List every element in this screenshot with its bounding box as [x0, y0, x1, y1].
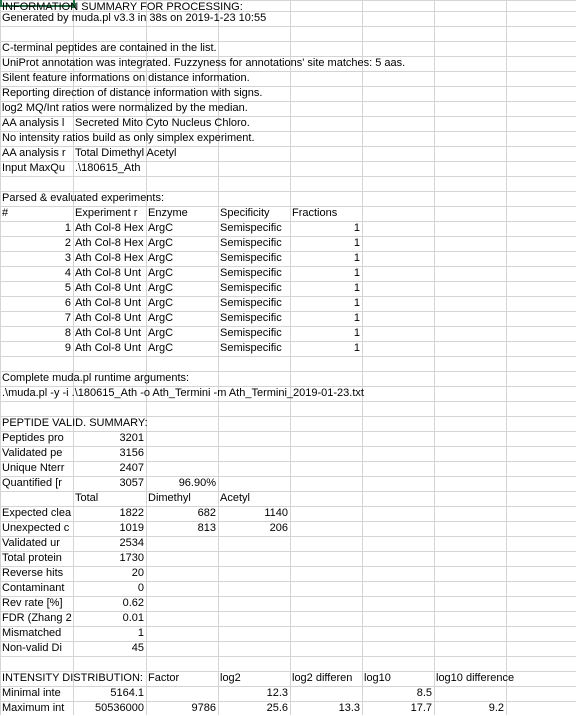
note-log2[interactable]: log2 MQ/Int ratios were normalized by the median. [2, 102, 248, 114]
summary-title[interactable]: INFORMATION SUMMARY FOR PROCESSING: [2, 1, 243, 13]
intensity-log10[interactable]: 8.5 [416, 687, 432, 699]
experiment-enzyme[interactable]: ArgC [148, 252, 174, 264]
quantified-percent[interactable]: 96.90% [178, 477, 216, 489]
aa-analysis-label-1[interactable]: AA analysis l [2, 117, 65, 129]
experiment-enzyme[interactable]: ArgC [148, 222, 174, 234]
experiment-name[interactable]: Ath Col-8 Unt [75, 342, 142, 354]
runtime-title[interactable]: Complete muda.pl runtime arguments: [2, 372, 190, 384]
experiment-enzyme[interactable]: ArgC [148, 342, 174, 354]
experiment-enzyme[interactable]: ArgC [148, 312, 174, 324]
note-uniprot[interactable]: UniProt annotation was integrated. Fuzzyness for annotations' site matches: 5 aas. [2, 57, 406, 69]
peptide-tail-value[interactable]: 2534 [119, 537, 144, 549]
intensity-header-2[interactable]: log2 differen [292, 672, 353, 684]
experiment-index[interactable]: 6 [64, 297, 71, 309]
peptide-summary-label[interactable]: Unique Nterr [2, 462, 65, 474]
experiment-name[interactable]: Ath Col-8 Unt [75, 297, 142, 309]
peptide-summary-value[interactable]: 3057 [119, 477, 144, 489]
experiment-name[interactable]: Ath Col-8 Unt [75, 327, 142, 339]
note-cterm[interactable]: C-terminal peptides are contained in the list. [2, 42, 217, 54]
experiment-enzyme[interactable]: ArgC [148, 282, 174, 294]
peptide-summary-value[interactable]: 2407 [119, 462, 144, 474]
experiment-fractions[interactable]: 1 [353, 237, 360, 249]
peptide-summary-label[interactable]: Validated pe [2, 447, 63, 459]
peptide-split-total[interactable]: 1822 [119, 507, 144, 519]
experiment-index[interactable]: 9 [64, 342, 71, 354]
intensity-value[interactable]: 5164.1 [110, 687, 144, 699]
intensity-header-3[interactable]: log10 [364, 672, 391, 684]
peptide-split-dimethyl[interactable]: 813 [197, 522, 216, 534]
peptide-split-dimethyl[interactable]: 682 [197, 507, 216, 519]
generated-info[interactable]: Generated by muda.pl v3.3 in 38s on 2019-1-23 10:55 [2, 12, 267, 24]
aa-analysis-label-2[interactable]: AA analysis r [2, 147, 66, 159]
experiment-specificity[interactable]: Semispecific [220, 222, 282, 234]
peptide-tail-label[interactable]: Rev rate [%] [2, 597, 63, 609]
intensity-log10[interactable]: 17.7 [410, 702, 432, 714]
experiment-specificity[interactable]: Semispecific [220, 312, 282, 324]
intensity-value[interactable]: 50536000 [95, 702, 144, 714]
experiment-index[interactable]: 3 [64, 252, 71, 264]
experiment-name[interactable]: Ath Col-8 Hex [75, 222, 144, 234]
experiment-index[interactable]: 4 [64, 267, 71, 279]
peptide-tail-value[interactable]: 0.62 [122, 597, 144, 609]
experiment-specificity[interactable]: Semispecific [220, 297, 282, 309]
intensity-log2diff[interactable]: 13.3 [338, 702, 360, 714]
intensity-header-1[interactable]: log2 [220, 672, 241, 684]
peptide-summary-value[interactable]: 3156 [119, 447, 144, 459]
experiments-header-4[interactable]: Fractions [292, 207, 338, 219]
peptide-col-header-0[interactable]: Total [75, 492, 99, 504]
experiment-enzyme[interactable]: ArgC [148, 237, 174, 249]
experiment-name[interactable]: Ath Col-8 Unt [75, 267, 142, 279]
experiment-name[interactable]: Ath Col-8 Hex [75, 252, 144, 264]
peptide-tail-label[interactable]: Contaminant [2, 582, 65, 594]
experiments-header-2[interactable]: Enzyme [148, 207, 188, 219]
experiment-fractions[interactable]: 1 [353, 267, 360, 279]
intensity-factor[interactable]: 9786 [191, 702, 216, 714]
experiments-title[interactable]: Parsed & evaluated experiments: [2, 192, 165, 204]
aa-analysis-value-1[interactable]: Secreted Mito Cyto Nucleus Chloro. [75, 117, 250, 129]
intensity-label[interactable]: Maximum int [2, 702, 65, 714]
peptide-split-total[interactable]: 1019 [119, 522, 144, 534]
intensity-log10diff[interactable] [434, 686, 506, 701]
experiment-fractions[interactable]: 1 [353, 327, 360, 339]
peptide-summary-label[interactable]: Peptides pro [2, 432, 64, 444]
experiment-specificity[interactable]: Semispecific [220, 252, 282, 264]
experiment-name[interactable]: Ath Col-8 Unt [75, 282, 142, 294]
peptide-tail-value[interactable]: 45 [131, 642, 144, 654]
experiment-enzyme[interactable]: ArgC [148, 267, 174, 279]
intensity-title[interactable]: INTENSITY DISTRIBUTION: [2, 672, 143, 684]
experiment-name[interactable]: Ath Col-8 Unt [75, 312, 142, 324]
experiment-specificity[interactable]: Semispecific [220, 282, 282, 294]
experiment-specificity[interactable]: Semispecific [220, 267, 282, 279]
experiment-enzyme[interactable]: ArgC [148, 297, 174, 309]
experiment-fractions[interactable]: 1 [353, 222, 360, 234]
peptide-tail-value[interactable]: 0.01 [122, 612, 144, 624]
intensity-factor[interactable] [146, 686, 218, 701]
runtime-command[interactable]: .\muda.pl -y -i .\180615_Ath -o Ath_Termini -m Ath_Termini_2019-01-23.txt [2, 387, 364, 399]
input-label[interactable]: Input MaxQu [2, 162, 65, 174]
intensity-log10diff[interactable]: 9.2 [488, 702, 504, 714]
intensity-ratio-note[interactable]: No intensity ratios build as only simplex experiment. [2, 132, 255, 144]
input-value[interactable]: .\180615_Ath [75, 162, 141, 174]
experiment-fractions[interactable]: 1 [353, 342, 360, 354]
peptide-tail-value[interactable]: 0 [137, 582, 144, 594]
intensity-log2[interactable]: 25.6 [266, 702, 288, 714]
peptide-split-acetyl[interactable]: 1140 [264, 507, 288, 519]
peptide-split-label[interactable]: Expected clea [2, 507, 72, 519]
peptide-col-header-1[interactable]: Dimethyl [148, 492, 191, 504]
experiment-fractions[interactable]: 1 [353, 282, 360, 294]
peptide-tail-label[interactable]: FDR (Zhang 2 [2, 612, 72, 624]
peptide-split-label[interactable]: Unexpected c [2, 522, 70, 534]
note-direction[interactable]: Reporting direction of distance information with signs. [2, 87, 263, 99]
peptide-tail-label[interactable]: Non-valid Di [2, 642, 62, 654]
peptide-tail-label[interactable]: Mismatched [2, 627, 62, 639]
experiment-specificity[interactable]: Semispecific [220, 327, 282, 339]
experiment-index[interactable]: 2 [64, 237, 71, 249]
experiment-enzyme[interactable]: ArgC [148, 327, 174, 339]
experiments-header-3[interactable]: Specificity [220, 207, 270, 219]
experiment-fractions[interactable]: 1 [353, 312, 360, 324]
peptide-tail-label[interactable]: Validated ur [2, 537, 60, 549]
experiment-name[interactable]: Ath Col-8 Hex [75, 237, 144, 249]
experiments-header-1[interactable]: Experiment r [75, 207, 138, 219]
intensity-log2[interactable]: 12.3 [266, 687, 288, 699]
intensity-label[interactable]: Minimal inte [2, 687, 61, 699]
peptide-summary-value[interactable]: 3201 [119, 432, 144, 444]
experiment-index[interactable]: 5 [64, 282, 71, 294]
experiments-header-0[interactable]: # [2, 207, 9, 219]
peptide-col-header-2[interactable]: Acetyl [220, 492, 250, 504]
experiment-fractions[interactable]: 1 [353, 297, 360, 309]
experiment-index[interactable]: 8 [64, 327, 71, 339]
intensity-header-0[interactable]: Factor [148, 672, 180, 684]
note-silent[interactable]: Silent feature informations on distance information. [2, 72, 250, 84]
peptide-split-acetyl[interactable]: 206 [269, 522, 288, 534]
intensity-header-4[interactable]: log10 difference [436, 672, 515, 684]
aa-analysis-value-2[interactable]: Total Dimethyl Acetyl [75, 147, 177, 159]
peptide-summary-label[interactable]: Quantified [r [2, 477, 62, 489]
experiment-specificity[interactable]: Semispecific [220, 342, 282, 354]
peptide-tail-label[interactable]: Total protein [2, 552, 62, 564]
peptide-summary-title[interactable]: PEPTIDE VALID. SUMMARY: [2, 417, 148, 429]
experiment-index[interactable]: 1 [64, 222, 71, 234]
experiment-fractions[interactable]: 1 [353, 252, 360, 264]
peptide-tail-value[interactable]: 1730 [119, 552, 144, 564]
experiment-index[interactable]: 7 [64, 312, 71, 324]
peptide-tail-label[interactable]: Reverse hits [2, 567, 64, 579]
intensity-log2diff[interactable] [290, 686, 362, 701]
experiment-specificity[interactable]: Semispecific [220, 237, 282, 249]
peptide-tail-value[interactable]: 1 [137, 627, 144, 639]
peptide-tail-value[interactable]: 20 [131, 567, 144, 579]
